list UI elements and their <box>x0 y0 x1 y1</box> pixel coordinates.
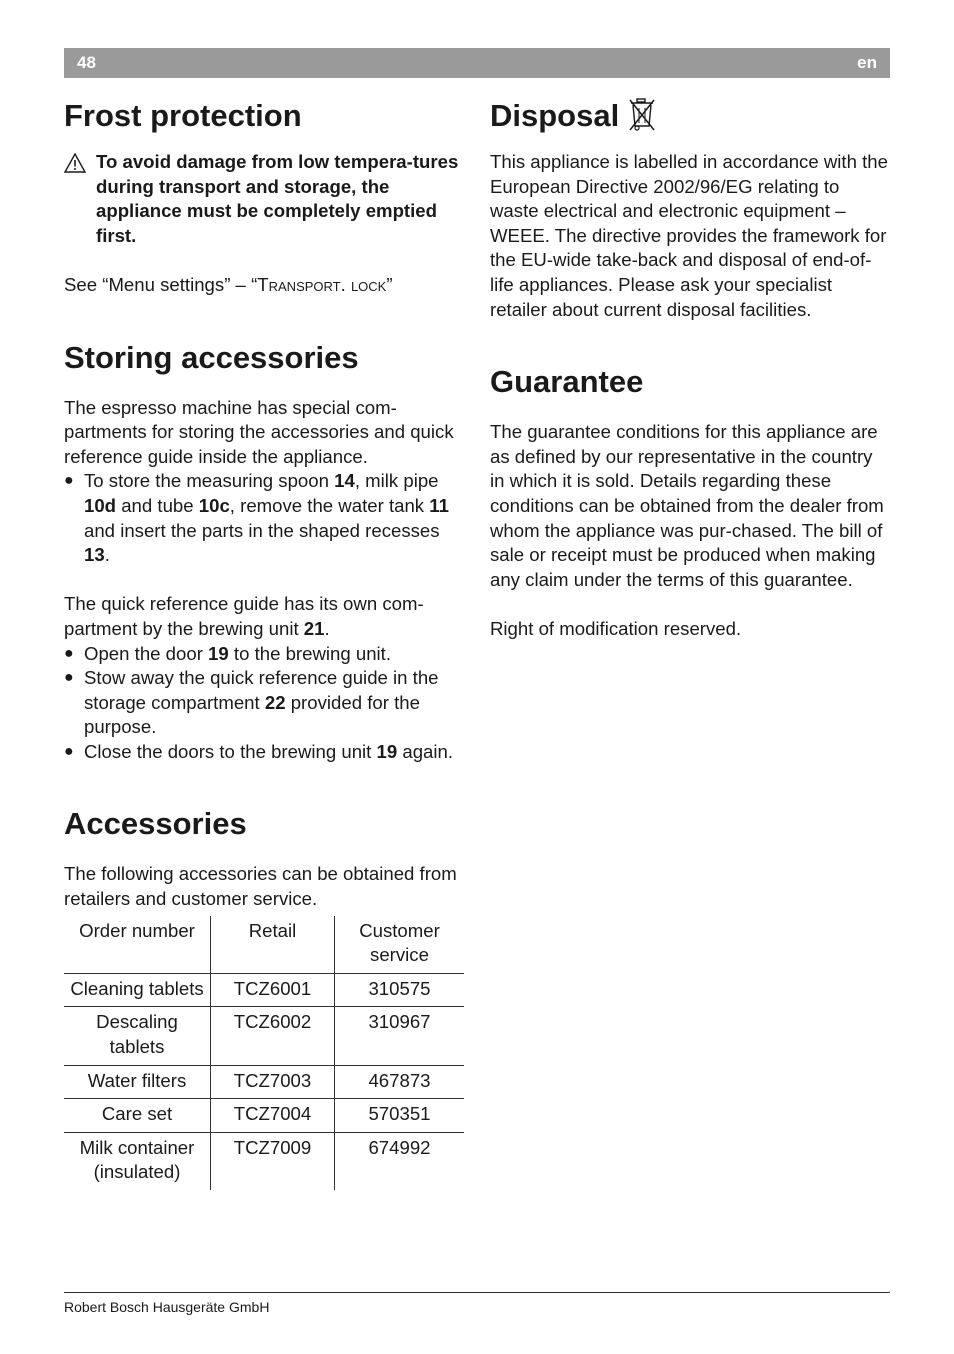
list-item <box>64 740 464 765</box>
see-prefix: See “Menu settings” – “ <box>64 273 258 295</box>
table-cell: Water filters <box>64 1065 211 1099</box>
transport-lock-term: Transport. lock <box>257 273 387 295</box>
page-header-bar <box>64 48 890 78</box>
table-cell: 674992 <box>335 1132 465 1190</box>
list-item <box>64 469 464 567</box>
table-row <box>64 1132 464 1190</box>
table-cell: TCZ7003 <box>211 1065 335 1099</box>
table-cell: TCZ6002 <box>211 1007 335 1065</box>
disposal-title: Disposal <box>490 98 620 133</box>
bullet-dot-icon: ● <box>64 742 74 760</box>
crossed-out-wheelie-bin-icon <box>627 96 657 136</box>
language-code: en <box>857 53 877 72</box>
frost-warning <box>64 150 464 248</box>
accessories-table <box>64 916 464 1190</box>
warning-triangle-icon <box>64 150 96 248</box>
page-number: 48 <box>77 53 96 72</box>
table-cell: TCZ7009 <box>211 1132 335 1190</box>
table-cell: 570351 <box>335 1099 465 1133</box>
storing-steps-list <box>64 469 464 567</box>
storing-accessories-heading: Storing accessories <box>64 339 359 375</box>
bullet-dot-icon: ● <box>64 644 74 662</box>
table-cell: Milk container (insulated) <box>64 1132 211 1190</box>
right-column <box>490 94 890 642</box>
table-cell: Cleaning tablets <box>64 973 211 1007</box>
list-item <box>64 666 464 740</box>
guide-compartment-text: The quick reference guide has its own com-partment by the brewing unit 21. <box>64 593 424 639</box>
column-header: Customer service <box>335 916 465 974</box>
table-cell: Descaling tablets <box>64 1007 211 1065</box>
frost-protection-heading: Frost protection <box>64 98 302 133</box>
guide-step-text: Open the door 19 to the brewing unit. <box>84 642 392 664</box>
list-item <box>64 642 464 667</box>
table-cell: Care set <box>64 1099 211 1133</box>
storing-step-text: To store the measuring spoon 14, milk pipe 10d and tube 10c, remove the water tank 11 and insert the parts in the shaped recesses 13. <box>84 470 449 566</box>
table-row <box>64 1099 464 1133</box>
guarantee-body: The guarantee conditions for this appliance are as defined by our representative in the country in which it is sold. Details regarding these conditions can be obtained from the dealer from whom the appliance was pur-chased. The bill of sale or receipt must be produced when making any claim under the terms of this guarantee. <box>490 421 884 590</box>
bullet-dot-icon: ● <box>64 472 74 490</box>
table-row <box>64 973 464 1007</box>
frost-see-reference <box>64 273 464 298</box>
guide-step-text: Close the doors to the brewing unit 19 again. <box>84 740 454 762</box>
column-header: Retail <box>211 916 335 974</box>
table-cell: 310575 <box>335 973 465 1007</box>
see-suffix: ” <box>386 273 393 295</box>
footer-company: Robert Bosch Hausgeräte GmbH <box>64 1299 270 1315</box>
disposal-body: This appliance is labelled in accordance with the European Directive 2002/96/EG relating to waste electrical and electronic equipment – WEEE. The directive provides the framework for the EU-wide take-back and disposal of end-of-life appliances. Please ask your specialist retailer about current disposal facilities. <box>490 151 888 320</box>
accessories-intro: The following accessories can be obtained from retailers and customer service. <box>64 863 457 910</box>
disposal-heading <box>490 94 890 138</box>
left-column <box>64 94 464 1190</box>
accessories-heading: Accessories <box>64 806 247 842</box>
table-row <box>64 1007 464 1065</box>
bullet-dot-icon: ● <box>64 669 74 687</box>
guide-step-text: Stow away the quick reference guide in the storage compartment 22 provided for the purpose. <box>84 667 439 738</box>
storing-intro: The espresso machine has special com-partments for storing the accessories and quick reference guide inside the appliance. <box>64 396 454 467</box>
table-cell: TCZ6001 <box>211 973 335 1007</box>
modification-note: Right of modification reserved. <box>490 617 742 639</box>
table-header-row <box>64 916 464 974</box>
guarantee-heading: Guarantee <box>490 364 644 400</box>
footer-divider <box>64 1292 890 1293</box>
column-header: Order number <box>64 916 211 974</box>
table-cell: 310967 <box>335 1007 465 1065</box>
frost-warning-text: To avoid damage from low tempera-tures during transport and storage, the appliance must be completely emptied first. <box>96 151 459 246</box>
guide-steps-list <box>64 642 464 765</box>
table-cell: TCZ7004 <box>211 1099 335 1133</box>
table-row <box>64 1065 464 1099</box>
table-cell: 467873 <box>335 1065 465 1099</box>
